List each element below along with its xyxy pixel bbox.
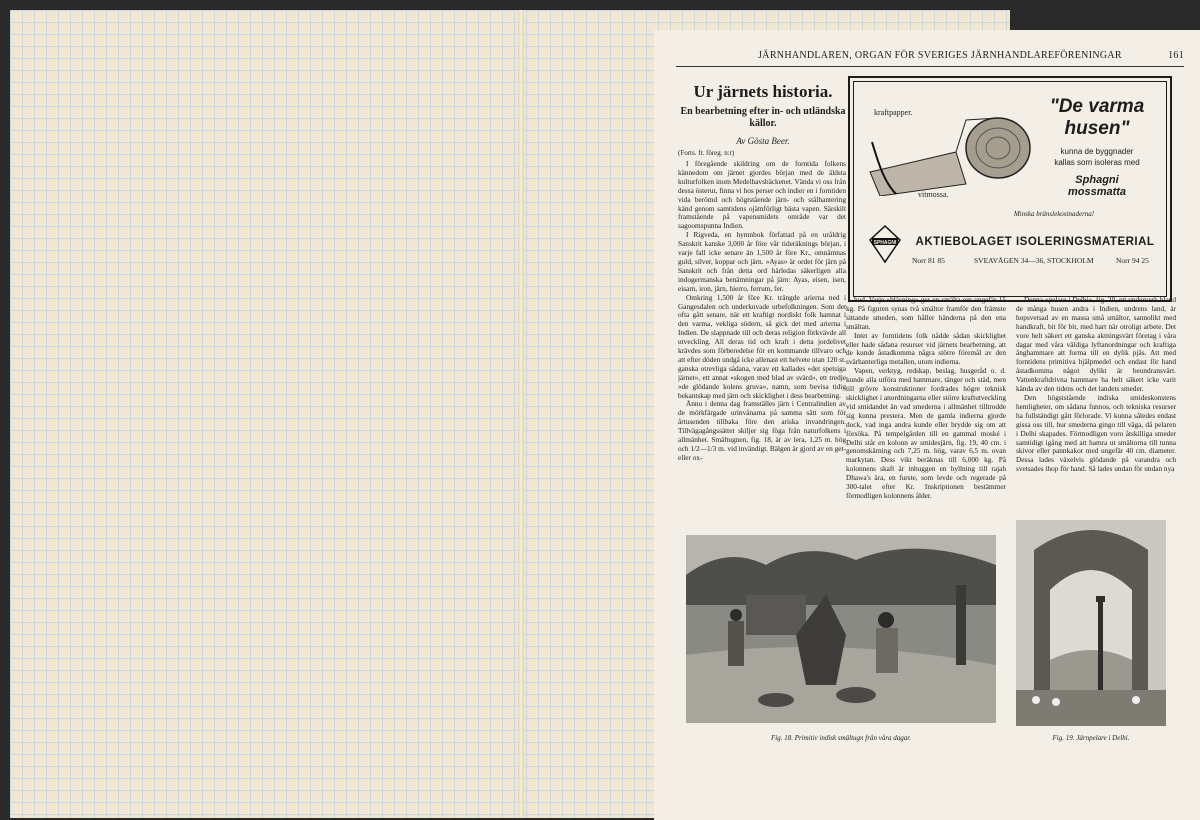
ad-phone-2: Norr 94 25 (1116, 256, 1149, 265)
ad-inner-frame (853, 81, 1167, 297)
article-column-3 (1016, 296, 1176, 556)
logo-text: SPHAGNI (873, 240, 897, 246)
paragraph: Den högststående indiska smideskonstens hemligheter, om sådana funnos, och tekniska resurser ha fullständigt gått förlorade. Vi kunna således endast gissa oss till, hur smederna gingo till väga, då pelaren i Delhi skapades. Förmodligen voro åtskilliga smeder samtidigt igång med att hamra ut smältorna till tunna skivor eller pannkakor med ungefär 40 cm. diameter. Dessa lades växelvis glödande på varandra och svetsades ihop för hand. Så lades undan för undan nya (1016, 392, 1176, 474)
figure-19-iron-pillar-photo (1016, 520, 1166, 726)
running-head (676, 50, 1184, 67)
paragraph: Intet av forntidens folk nådde sådan skicklighet eller hade sådana resurser vid järnets bearbetning, att de kunde åstadkomma några större föremål av den svärhanterliga metallen, utom indierna. (846, 330, 1006, 367)
paragraph: Omkring 1,500 år före Kr. trängde arierna ned i Gangesdalen och underkuvade urbefolkningen. Som det ofta gått senare, när ett kraftigt nordiskt folk hamnat i den varma, vekliga södern, så gick det med arierna i Indien. De slappnade till och deras religion förkvävde all utveckling. All deras tid och kraft i detta jordelivet krävdes som förberedelse för en kommande tillvaro och att efter döden undgå icke allenast ett helvete utan 120 st. ganska otrevliga sådana, varav ett kallades »det spetsiga järnet», ett annat »skogen med blad av svärd», ett tredje »de glödande kolens gruva», namn, som bevisa tidig bekantskap med järn och skicklighet i dess bearbetning. (678, 292, 846, 400)
article-column-1 (678, 160, 846, 560)
ad-brand-name (1038, 174, 1156, 198)
paragraph: Denna »pelare i Delhi», fig. 20, ett underverk bland de många husen andra i Indien, undrens land, är hopsvetsad av en massa små smältor, sannolikt med handkraft, bit för bit, med hart när otroligt arbete. Det vore helt säkert ett ganska aktningsvärt företag i våra dagar med våra väldiga lyftanordningar och kraftiga ånghammare att forma till en dylik pjäs. Att med forntidens primitiva hjälpmedel och endast för hand åstadkomma något dylikt är beundransvärt. Vattenkraftdrivna hammare ha helt säkert icke varit kända av den tidens och det landets smeder. (1016, 296, 1176, 394)
insulation-roll-illustration (866, 112, 1034, 196)
ad-body-line-1: kunna de byggnader (1060, 147, 1134, 156)
magazine-page (654, 30, 1200, 820)
article-subtitle: En bearbetning efter in- och utländska källor. (680, 106, 846, 129)
ad-slogan: Minska bränslekostnaderna! (1013, 210, 1095, 218)
page-number: 161 (1168, 50, 1184, 61)
ad-label-kraftpapper: kraftpapper. (874, 108, 913, 117)
ad-headline (1038, 96, 1156, 140)
ad-label-vitmossa: vitmossa. (918, 190, 949, 199)
ad-body-line-2: kallas som isoleras med (1054, 158, 1140, 167)
figure-18-smelting-furnace-photo (686, 535, 996, 723)
figure-19-caption: Fig. 19. Järnpelare i Delhi. (1052, 734, 1130, 742)
ad-headline-line-1: "De varma (1049, 96, 1145, 117)
advertisement-box (848, 76, 1172, 302)
article-column-2 (846, 296, 1006, 556)
paragraph: Ännu i denna dag framställes järn i Centralindien av de mörkfärgade urinvånarna på samma sätt som för årtusenden tillbaka före den ariska invandringen. Tillvägagångssättet skiljer sig föga från naturfolkens i allmänhet. Smältugnen, fig. 18, är av lera, 1,25 m. hög och 1/2—1/3 m. vid invändigt. Bälgen är gjord av en get- eller ox- (678, 399, 846, 462)
figure-18-caption: Fig. 18. Primitiv indisk smältugn från våra dagar. (771, 734, 911, 742)
ad-phone-1: Norr 81 85 (912, 256, 945, 265)
ledger-fold (518, 10, 524, 818)
paragraph: I Rigveda, en hymnbok författad på en uråldrig Sanskrit kanske 3,000 år före vår tideräknings början, i varje fall icke senare än 1,500 år före Kr., omnämnas guld, silver, koppar och järn. »Ayas» är ordet för järn på Sanskrit och från detta ord härledas säkerligen alla indogermanska benämningar på järn: Ayas, eisen, isen, eisarn, iron, järn, hierro, ferrum, fer. (678, 230, 846, 293)
ad-brand-line-2: mossmatta (1067, 186, 1127, 198)
article-byline: Av Gösta Beer. (736, 136, 790, 146)
article-title: Ur järnets historia. (693, 82, 833, 101)
continuation-note: (Forts. fr. föreg. n:r) (678, 149, 735, 157)
running-head-title: JÄRNHANDLAREN, ORGAN FÖR SVERIGES JÄRNHANDLAREFÖRENINGAR (758, 50, 1122, 61)
paragraph: I föregående skildring om de forntida folkens kännedom om järnet gjordes början med de äldsta kulturfolken inom Medelhavsbäckenet. Vända vi oss från dessa österut, finna vi hos perser och indier en i forntiden vida berömd och högtstående järn- och stålhantering känd genom samtidens ojämförligt bästa vapen. Särskilt framstående på vapensmidets område var det sagoomspunna Indien. (678, 160, 846, 231)
sphagni-logo-icon (868, 224, 902, 264)
ad-body-text (1038, 146, 1156, 168)
ad-headline-line-2: husen" (1064, 118, 1130, 139)
ad-address: SVEAVÄGEN 34—36, STOCKHOLM (974, 256, 1094, 265)
paragraph: Vapen, verktyg, redskap, beslag, husgeråd o. d. kunde alla utföra med hammare, tänger och städ, men till grövre konstruktioner fordrades högre teknisk skicklighet i anordningarna eller större kraftutveckling vid smidandet än vad smederna i allmänhet tilltrodde sig kunna prestera. Men de gamla indierna gjorde dock, vad inga andra kunde eller brydde sig om att försöka. På tempelgården till en gammal moské i Delhi står en kolonn av smidesjärn, fig. 19, 40 cm. i genomskärning och 7,25 m. hög, varav 6,5 m. ovan markytan. Dess vikt beräknas till 6,000 kg. På kolonnens skaft är inhuggen en hyllning till rajah Dhawa's ära, en furste, som levde och regerade på 300-talet efter Kr. Inskriptionen bestämmer förmodligen kolonnens ålder. (846, 366, 1006, 500)
ad-company-name: AKTIEBOLAGET ISOLERINGSMATERIAL (915, 236, 1155, 248)
ad-brand-line-1: Sphagni (1075, 174, 1119, 186)
paragraph: hud. Varje »blåsning» ger en smälta om ungefär 15 kg. På figuren synas två smältor framför den främste sittande smeden, som håller händerna på den ena smältan. (846, 296, 1006, 331)
